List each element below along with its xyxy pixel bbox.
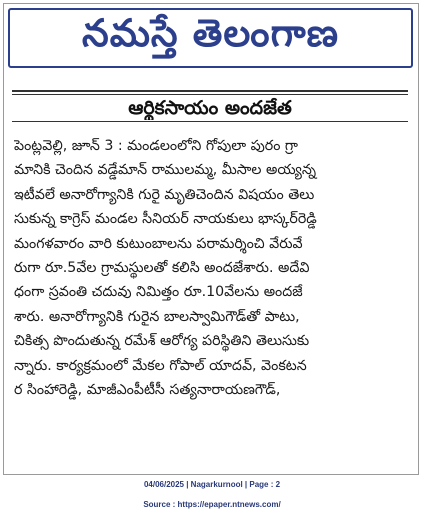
headline-rule-bottom bbox=[12, 121, 408, 122]
article-line: మంగళవారం వారి కుటుంబాలను పరామర్శించి వేరువే bbox=[14, 235, 303, 252]
newspaper-masthead bbox=[8, 8, 413, 68]
article-body bbox=[14, 134, 408, 402]
article-line: పెంట్లవెల్లి, జూన్ 3 : మండలంలోని గోపులా పురం గ్రా bbox=[14, 138, 298, 154]
article-line: శారు. అనారోగ్యానికి గురైన బాలస్వామిగౌడ్‌తో పాటు, bbox=[14, 308, 300, 325]
article-line: ధంగా స్రవంతి చదువు నిమిత్తం రూ.10వేలను అందజే bbox=[14, 284, 303, 301]
masthead-title: నమస్తే తెలంగాణ bbox=[82, 11, 339, 55]
article-line: సుకున్న కాగ్రెస్ మండల సీనియర్ నాయకులు భాస్కర్‌రెడ్డి bbox=[14, 211, 317, 228]
article-line: ఇటీవలే అనారోగ్యానికి గురై మృతిచెందిన విషయం తెలు bbox=[14, 186, 315, 203]
article-headline: ఆర్థికసాయం అందజేత bbox=[128, 97, 292, 119]
footer-meta: 04/06/2025 | Nagarkurnool | Page : 2 bbox=[143, 480, 281, 489]
article-line: చికిత్స పొందుతున్న రమేశ్ ఆరోగ్య పరిస్థితిని తెలుసుకు bbox=[14, 333, 310, 350]
article-line: ర సింహారెడ్డి, మాజీఎంపీటీసీ సత్యనారాయణగౌడ్, bbox=[14, 381, 281, 398]
article-line: రుగా రూ.5వేల గ్రామస్థులతో కలిసి అందజేశారు. అదేవి bbox=[14, 259, 310, 276]
headline-rule-top bbox=[12, 90, 408, 92]
footer-source-link[interactable]: Source : https://epaper.ntnews.com/ bbox=[143, 500, 281, 509]
article-line: మానికి చెందిన వడ్డేమాన్ రాములమ్మ, మీసాల అయ్యన్న bbox=[14, 162, 317, 179]
headline-rule-top-thin bbox=[12, 94, 408, 95]
article-line: న్నారు. కార్యక్రమంలో మేకల గోపాల్ యాదవ్, వెంకటన bbox=[14, 357, 307, 374]
